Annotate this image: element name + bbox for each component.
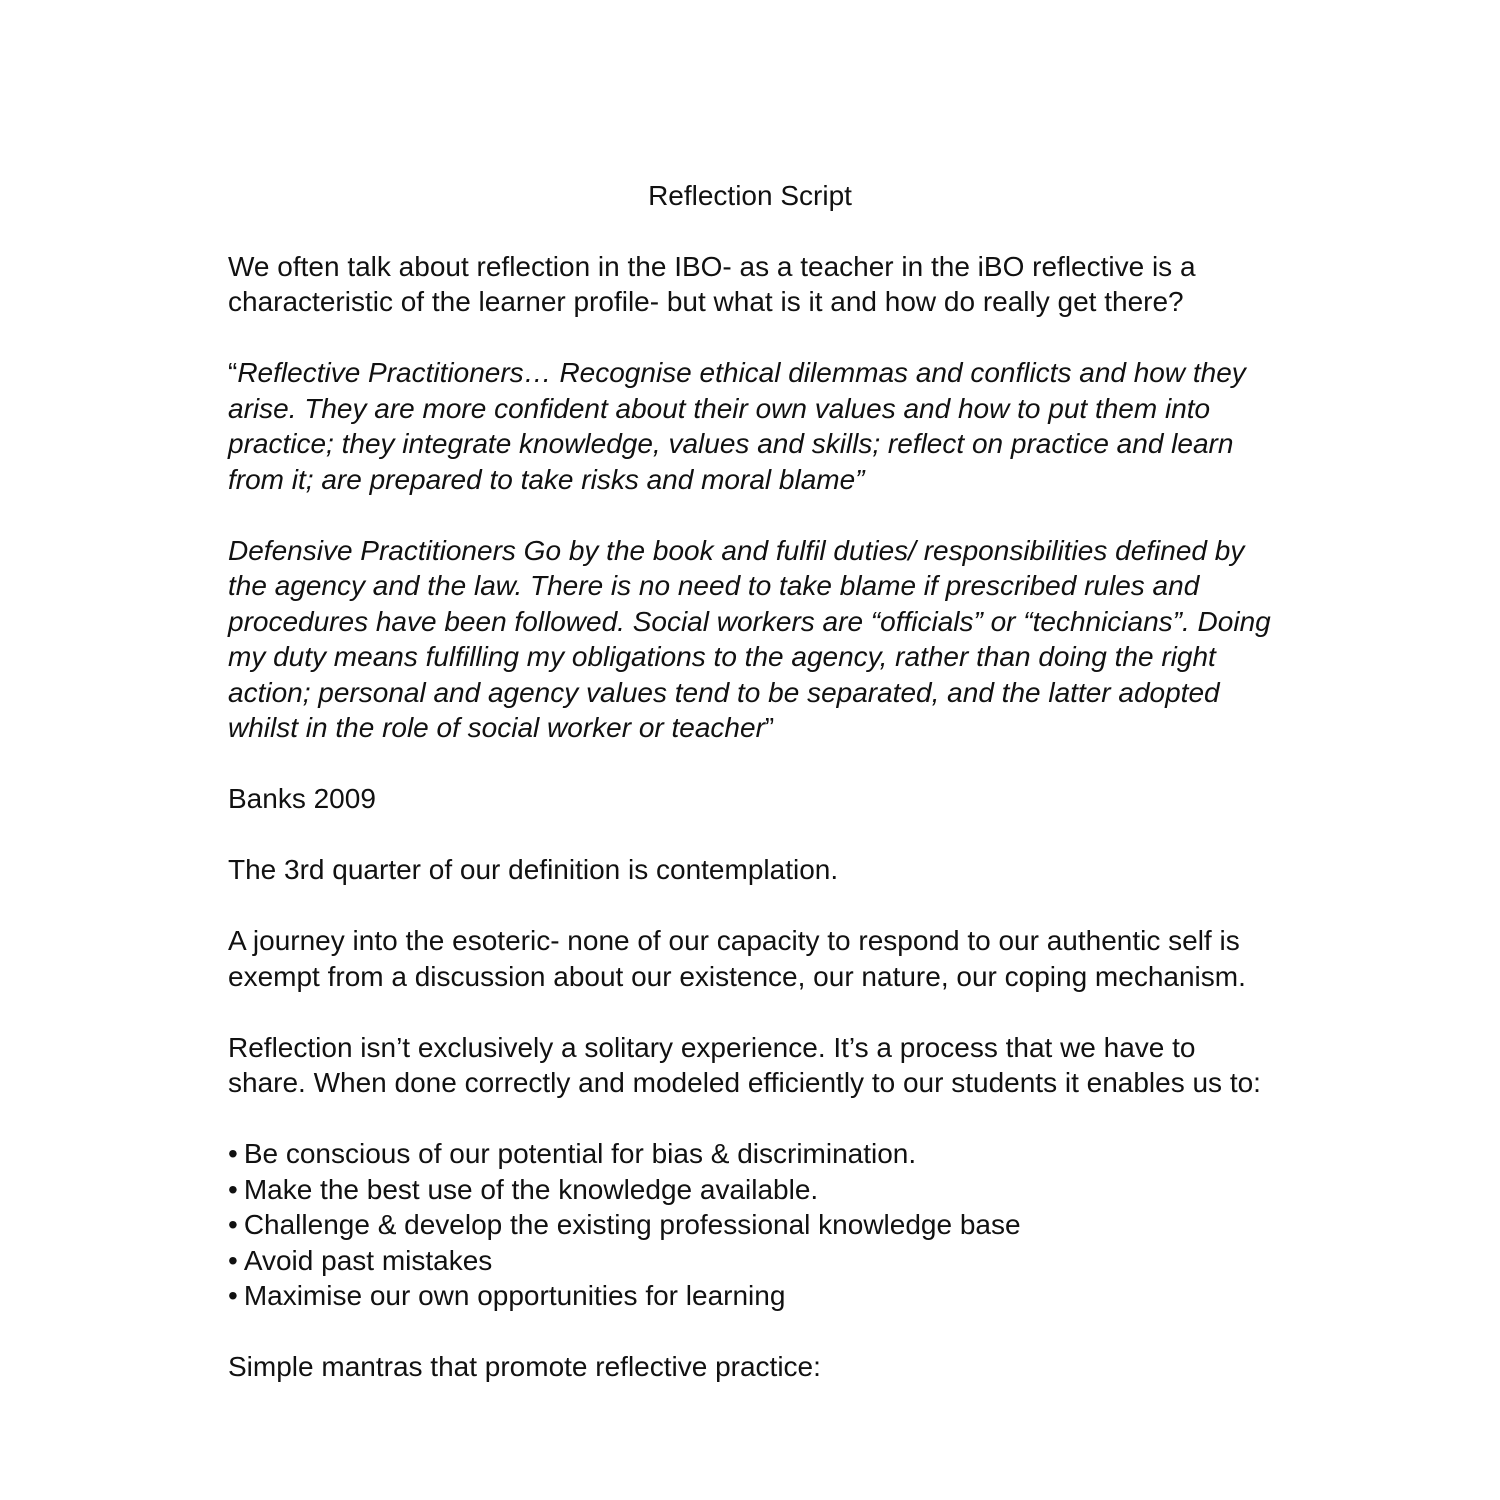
- reflective-practitioners-quote: [228, 355, 1278, 497]
- reflective-quote-text: Reflective Practitioners… Recognise ethical dilemmas and conflicts and how they arise. They are more confident about their own values and how to put them into practice; they integrate knowledge, values and skills; reflect on practice and learn from it; are prepared to take risks and moral blame”: [228, 357, 1246, 495]
- bullet-icon: •: [228, 1244, 238, 1276]
- benefits-list: [228, 1136, 1278, 1314]
- list-item: [228, 1243, 1278, 1279]
- list-item: [228, 1172, 1278, 1208]
- citation: Banks 2009: [228, 783, 376, 814]
- bullet-icon: •: [228, 1209, 238, 1240]
- list-item-text: Be conscious of our potential for bias & discrimination.: [243, 1138, 917, 1169]
- document-page: [228, 178, 1278, 1420]
- list-item-text: Make the best use of the knowledge available.: [243, 1173, 819, 1205]
- document-title: Reflection Script: [648, 180, 852, 211]
- list-item-text: Maximise our own opportunities for learning: [243, 1280, 786, 1311]
- defensive-practitioners-quote: [228, 533, 1278, 746]
- list-item-text: Challenge & develop the existing professional knowledge base: [243, 1209, 1021, 1240]
- bullet-icon: •: [228, 1138, 238, 1169]
- bullet-icon: •: [228, 1173, 238, 1205]
- open-quote-mark: “: [228, 357, 238, 388]
- list-item-text: Avoid past mistakes: [243, 1244, 493, 1276]
- bullet-icon: •: [228, 1280, 238, 1311]
- contemplation-paragraph: The 3rd quarter of our definition is contemplation.: [228, 854, 839, 885]
- solitary-paragraph: Reflection isn’t exclusively a solitary experience. It’s a process that we have to share. When done correctly and modeled efficiently to our students it enables us to:: [228, 1031, 1261, 1098]
- close-quote-mark: ”: [764, 712, 775, 743]
- list-item: [228, 1278, 1278, 1314]
- mantras-heading: Simple mantras that promote reflective practice:: [228, 1351, 821, 1382]
- intro-paragraph: We often talk about reflection in the IBO- as a teacher in the iBO reflective is a characteristic of the learner profile- but what is it and how do really get there?: [228, 250, 1196, 317]
- defensive-quote-text: Defensive Practitioners Go by the book and fulfil duties/ responsibilities defined by the agency and the law. There is no need to take blame if prescribed rules and procedures have been followed. Social workers are “officials” or “technicians”. Doing my duty means fulfilling my obligations to the agency, rather than doing the right action; personal and agency values tend to be separated, and the latter adopted whilst in the role of social worker or teacher: [228, 534, 1271, 743]
- list-item: [228, 1207, 1278, 1243]
- list-item: [228, 1136, 1278, 1172]
- journey-paragraph: A journey into the esoteric- none of our capacity to respond to our authentic self is exempt from a discussion about our existence, our nature, our coping mechanism.: [228, 925, 1246, 992]
